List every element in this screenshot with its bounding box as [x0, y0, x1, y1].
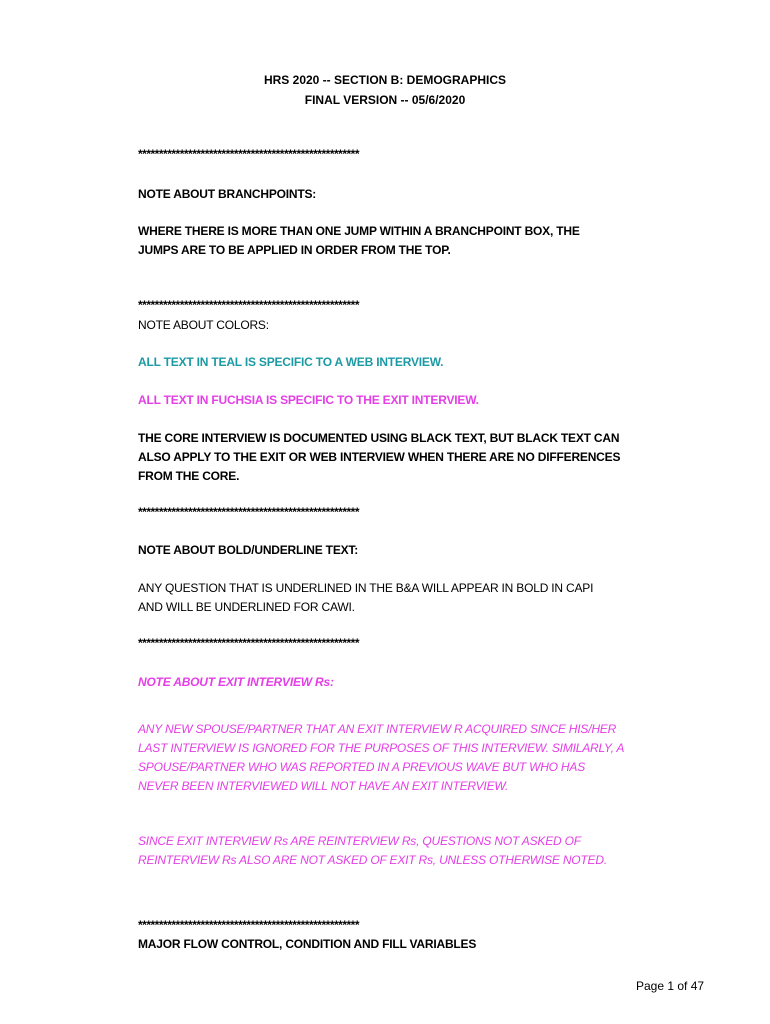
exit-para1-line: NEVER BEEN INTERVIEWED WILL NOT HAVE AN EXIT INTERVIEW.	[138, 779, 509, 793]
flow-control-heading: MAJOR FLOW CONTROL, CONDITION AND FILL VARIABLES	[138, 937, 477, 951]
separator: *****************************************************	[138, 147, 360, 161]
bold-underline-line: AND WILL BE UNDERLINED FOR CAWI.	[138, 600, 355, 614]
colors-heading: NOTE ABOUT COLORS:	[138, 318, 269, 332]
core-note-line: FROM THE CORE.	[138, 469, 240, 483]
exit-interview-para-1	[138, 720, 638, 796]
core-note-line: ALSO APPLY TO THE EXIT OR WEB INTERVIEW WHEN THERE ARE NO DIFFERENCES	[138, 450, 621, 464]
exit-interview-heading: NOTE ABOUT EXIT INTERVIEW Rs:	[138, 675, 334, 689]
branchpoints-line: WHERE THERE IS MORE THAN ONE JUMP WITHIN A BRANCHPOINT BOX, THE	[138, 224, 580, 238]
branchpoints-heading: NOTE ABOUT BRANCHPOINTS:	[138, 187, 317, 201]
core-note-line: THE CORE INTERVIEW IS DOCUMENTED USING BLACK TEXT, BUT BLACK TEXT CAN	[138, 431, 620, 445]
document-version: FINAL VERSION -- 05/6/2020	[304, 93, 466, 107]
document-title: HRS 2020 -- SECTION B: DEMOGRAPHICS	[263, 73, 507, 87]
branchpoints-line: JUMPS ARE TO BE APPLIED IN ORDER FROM THE TOP.	[138, 243, 451, 257]
teal-note: ALL TEXT IN TEAL IS SPECIFIC TO A WEB INTERVIEW.	[138, 355, 444, 369]
separator: *****************************************************	[138, 636, 360, 650]
separator: *****************************************************	[138, 505, 360, 519]
separator: *****************************************************	[138, 918, 360, 932]
exit-para1-line: ANY NEW SPOUSE/PARTNER THAT AN EXIT INTERVIEW R ACQUIRED SINCE HIS/HER	[138, 722, 617, 736]
exit-para1-line: SPOUSE/PARTNER WHO WAS REPORTED IN A PREVIOUS WAVE BUT WHO HAS	[138, 760, 586, 774]
exit-para1-line: LAST INTERVIEW IS IGNORED FOR THE PURPOSES OF THIS INTERVIEW. SIMILARLY, A	[138, 741, 625, 755]
core-note	[138, 429, 638, 486]
exit-para2-line: SINCE EXIT INTERVIEW Rs ARE REINTERVIEW Rs, QUESTIONS NOT ASKED OF	[138, 834, 581, 848]
bold-underline-line: ANY QUESTION THAT IS UNDERLINED IN THE B&A WILL APPEAR IN BOLD IN CAPI	[138, 581, 594, 595]
page-number: Page 1 of 47	[636, 979, 705, 993]
fuchsia-note: ALL TEXT IN FUCHSIA IS SPECIFIC TO THE EXIT INTERVIEW.	[138, 393, 479, 407]
exit-interview-para-2	[138, 832, 638, 870]
bold-underline-heading: NOTE ABOUT BOLD/UNDERLINE TEXT:	[138, 543, 359, 557]
bold-underline-note	[138, 579, 638, 617]
exit-para2-line: REINTERVIEW Rs ALSO ARE NOT ASKED OF EXIT Rs, UNLESS OTHERWISE NOTED.	[138, 853, 607, 867]
branchpoints-note	[138, 222, 638, 260]
separator: *****************************************************	[138, 298, 360, 312]
